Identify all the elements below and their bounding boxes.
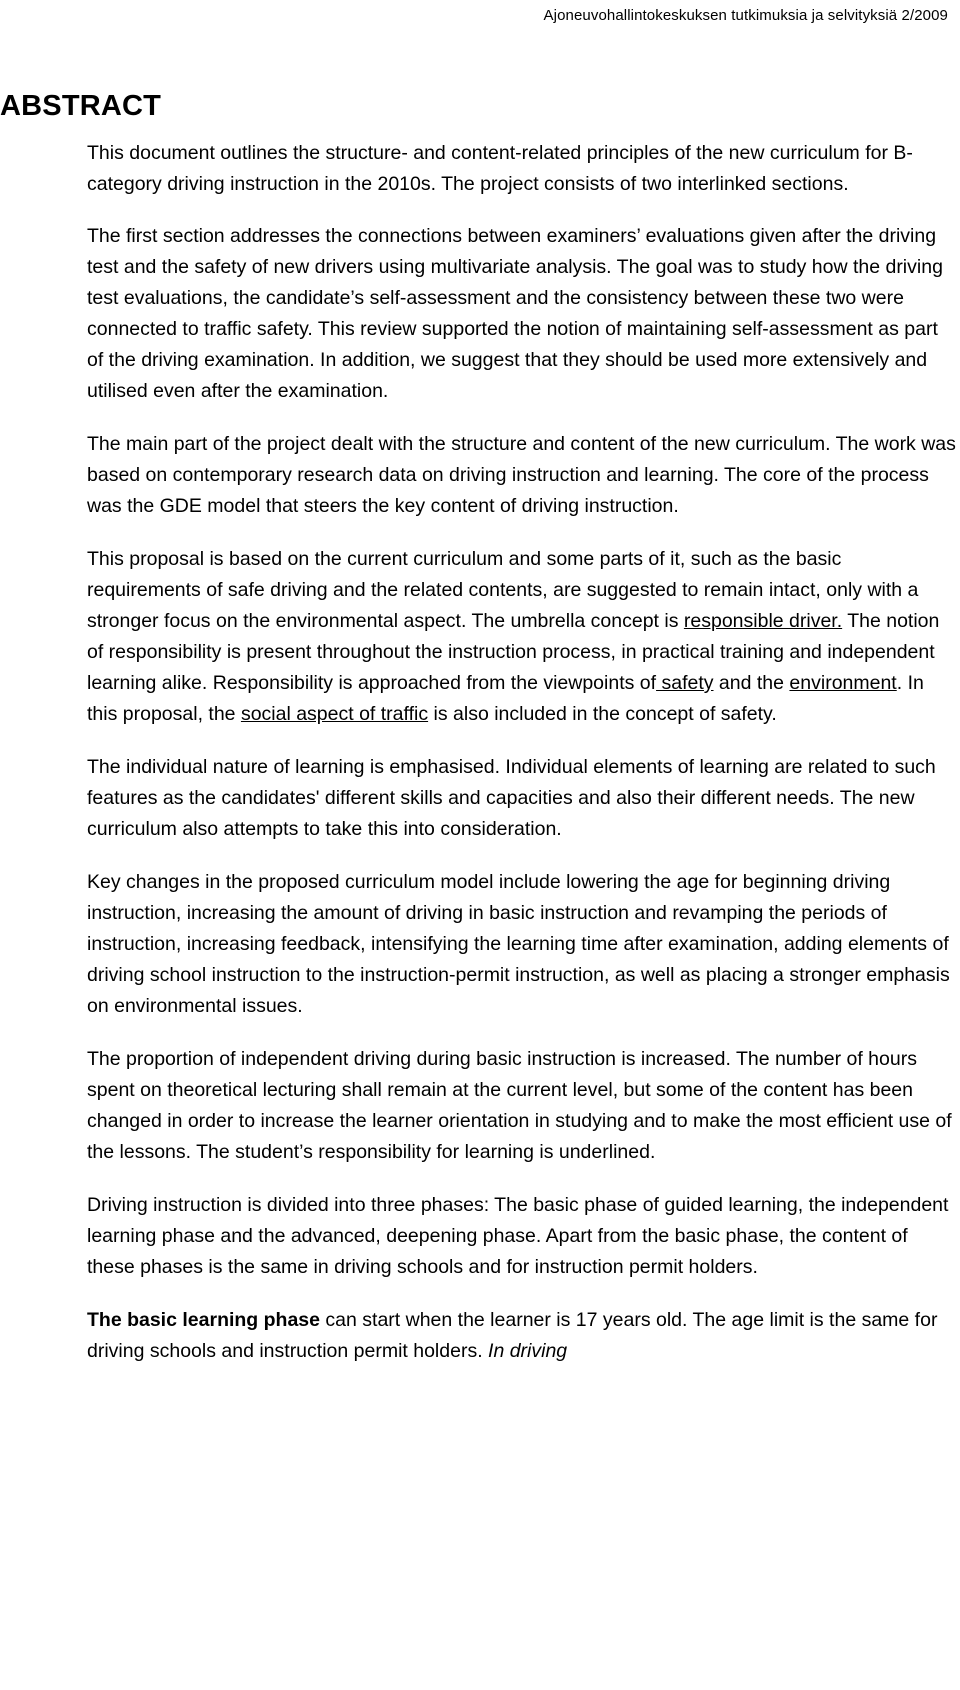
paragraph-three-phases: Driving instruction is divided into three phases: The basic phase of guided learning, the independent learning phase and the advanced, deepening phase. Apart from the basic phase, the content of these phases is the same in driving schools and for instruction permit holders. bbox=[87, 1194, 949, 1278]
abstract-body bbox=[87, 138, 957, 1389]
paragraph-proposal bbox=[87, 544, 957, 730]
paragraph-main-part: The main part of the project dealt with the structure and content of the new curriculum. The work was based on contemporary research data on driving instruction and learning. The core of the process was the GDE model that steers the key content of driving instruction. bbox=[87, 433, 956, 517]
basic-phase-text: can start when the learner is 17 years old. The age limit is the same for driving schools and instruction permit holders. bbox=[87, 1309, 938, 1362]
proposal-text-4: . In this proposal, the bbox=[87, 672, 924, 725]
proposal-text-2: The notion of responsibility is present throughout the instruction process, in practical training and independent learning alike. Responsibility is approached from the viewpoints of bbox=[87, 610, 940, 694]
paragraph-key-changes: Key changes in the proposed curriculum model include lowering the age for beginning driving instruction, increasing the amount of driving in basic instruction and revamping the periods of instruction, increasing feedback, intensifying the learning time after examination, adding elements of driving school instruction to the instruction-permit instruction, as well as placing a stronger emphasis on environmental issues. bbox=[87, 871, 950, 1017]
term-safety: safety bbox=[656, 672, 714, 694]
paragraph-intro: This document outlines the structure- and content-related principles of the new curriculum for B-category driving instruction in the 2010s. The project consists of two interlinked sections. bbox=[87, 142, 913, 195]
basic-phase-term: The basic learning phase bbox=[87, 1309, 320, 1331]
basic-phase-italic: In driving bbox=[488, 1340, 568, 1362]
paragraph-independent-driving: The proportion of independent driving during basic instruction is increased. The number of hours spent on theoretical lecturing shall remain at the current level, but some of the content has been changed in order to increase the learner orientation in studying and to make the most efficient use of the lessons. The student’s responsibility for learning is underlined. bbox=[87, 1048, 952, 1163]
paragraph-first-section: The first section addresses the connections between examiners’ evaluations given after the driving test and the safety of new drivers using multivariate analysis. The goal was to study how the driving test evaluations, the candidate’s self-assessment and the consistency between these two were connected to traffic safety. This review supported the notion of maintaining self-assessment as part of the driving examination. In addition, we suggest that they should be used more extensively and utilised even after the examination. bbox=[87, 225, 943, 402]
abstract-heading: ABSTRACT bbox=[0, 90, 162, 122]
proposal-text-3: and the bbox=[713, 672, 790, 694]
paragraph-basic-phase bbox=[87, 1305, 957, 1367]
running-head: Ajoneuvohallintokeskuksen tutkimuksia ja selvityksiä 2/2009 bbox=[543, 7, 948, 24]
term-environment: environment bbox=[789, 672, 897, 694]
paragraph-individual-learning: The individual nature of learning is emphasised. Individual elements of learning are related to such features as the candidates' different skills and capacities and also their different needs. The new curriculum also attempts to take this into consideration. bbox=[87, 756, 936, 840]
proposal-text-5: is also included in the concept of safety. bbox=[428, 703, 777, 725]
term-responsible-driver: responsible driver. bbox=[683, 610, 843, 632]
term-social-aspect: social aspect of traffic bbox=[240, 703, 429, 725]
proposal-text-1: This proposal is based on the current curriculum and some parts of it, such as the basic requirements of safe driving and the related contents, are suggested to remain intact, only with a stronger focus on the environmental aspect. The umbrella concept is bbox=[87, 548, 919, 632]
